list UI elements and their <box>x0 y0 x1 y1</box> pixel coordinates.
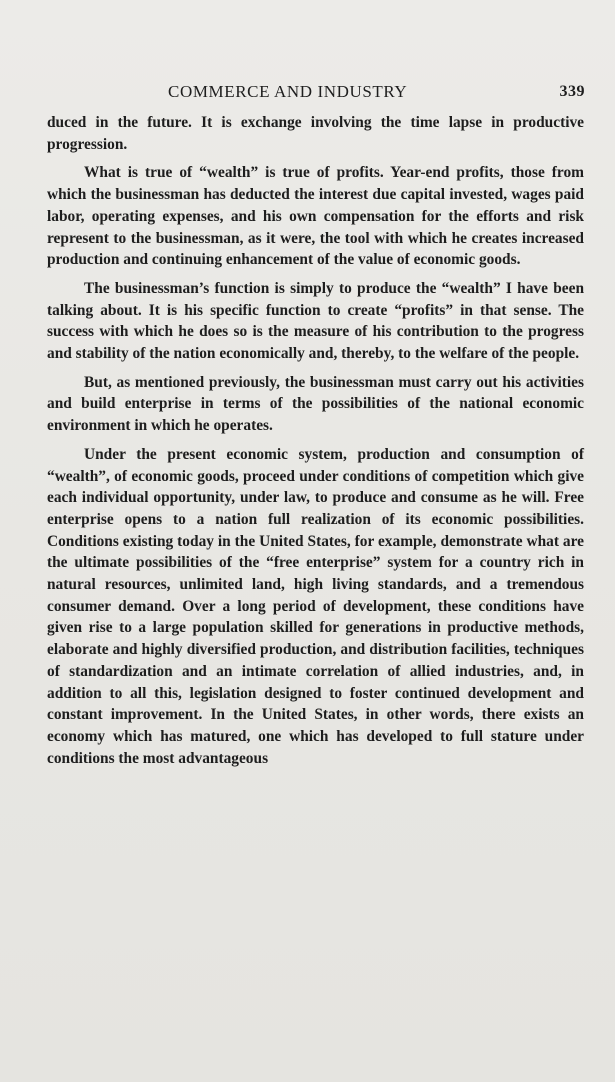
body-text <box>47 112 584 769</box>
paragraph: But, as mentioned previously, the businessman must carry out his activities and build enterprise in terms of the possibilities of the national economic environment in which he operates. <box>47 373 584 435</box>
paragraph: duced in the future. It is exchange involving the time lapse in productive progression. <box>47 114 584 153</box>
paragraph: The businessman’s function is simply to produce the “wealth” I have been talking about. It is his specific function to create “profits” in that sense. The success with which he does so is the measure of his contribution to the progress and stability of the nation economically and, thereby, to the welfare of the people. <box>47 279 584 363</box>
page-header <box>0 82 615 106</box>
paragraph: What is true of “wealth” is true of profits. Year-end profits, those from which the businessman has deducted the interest due capital invested, wages paid labor, operating expenses, and his own compensation for the efforts and risk represent to the businessman, as it were, the tool with which he creates increased production and continuing enhancement of the value of economic goods. <box>47 164 584 269</box>
page-number: 339 <box>559 83 585 100</box>
running-head: COMMERCE AND INDUSTRY <box>168 82 408 101</box>
paragraph: Under the present economic system, production and consumption of “wealth”, of economic goods, proceed under conditions of competition which give each individual opportunity, under law, to produce and consume as he will. Free enterprise opens to a nation full realization of its economic possibilities. Conditions existing today in the United States, for example, demonstrate what are the ultimate possibilities of the “free enterprise” system for a country rich in natural resources, unlimited land, high living standards, and a tremendous consumer demand. Over a long period of development, these conditions have given rise to a large population skilled for generations in productive methods, elaborate and highly diversified production, and distribution facilities, techniques of standardization and an intimate correlation of allied industries, and, in addition to all this, legislation designed to foster continued development and constant improvement. In the United States, in other words, there exists an economy which has matured, one which has developed to full stature under conditions the most advantageous <box>47 445 584 767</box>
